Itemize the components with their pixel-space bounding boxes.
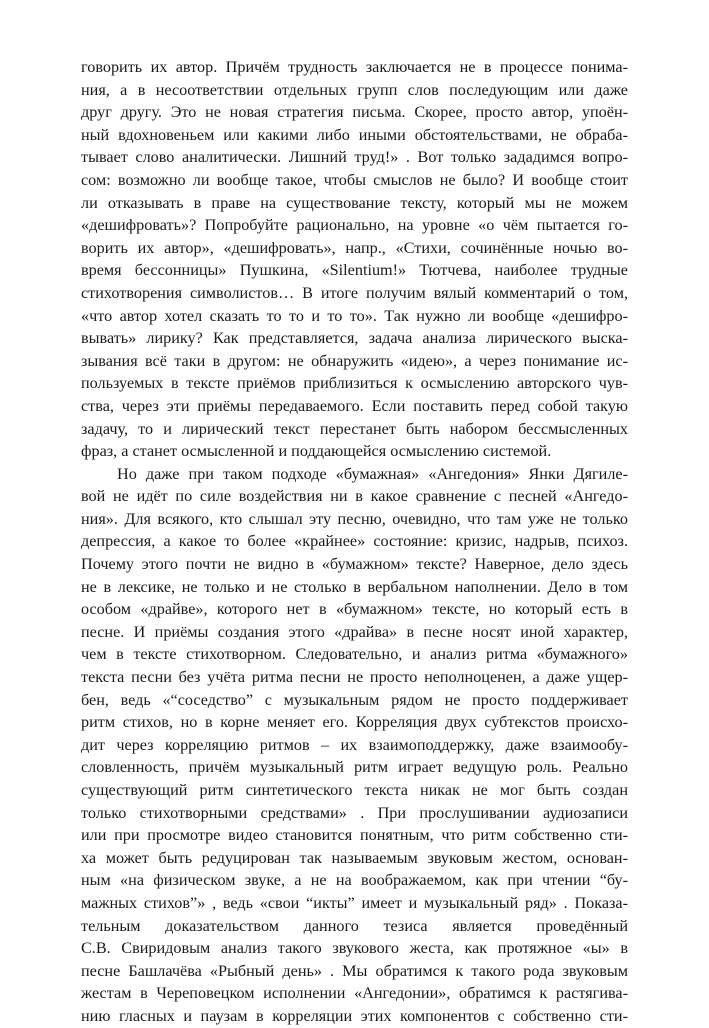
- text-line: тельным доказательством данного тезиса является проведённый: [81, 916, 628, 935]
- text-line: тывает слово аналитически. Лишний труд!» . Вот только зададимся вопро-: [81, 148, 628, 167]
- text-line: не в лексике, не только и не столько в вербальном наполнении. Дело в том: [81, 577, 628, 596]
- text-line: ли отказывать в праве на существование тексту, который мы не можем: [81, 193, 628, 212]
- text-line: чем в тексте стихотворном. Следовательно, и анализ ритма «бумажного»: [81, 645, 628, 664]
- text-line: бен, ведь «“соседство” с музыкальным рядом не просто поддерживает: [81, 690, 628, 709]
- text-line: ритм стихов, но в корне меняет его. Корреляция двух субтекстов происхо-: [81, 713, 628, 732]
- text-line: фраз, а станет осмысленной и поддающейся осмыслению системой.: [81, 442, 552, 461]
- text-line: словленность, причём музыкальный ритм играет ведущую роль. Реально: [81, 758, 628, 777]
- text-line: существующий ритм синтетического текста никак не мог быть создан: [81, 781, 628, 799]
- text-line: песне. И приёмы создания этого «драйва» в песне носят иной характер,: [81, 622, 628, 641]
- document-page: [81, 56, 628, 1028]
- text-line: ния, а в несоответствии отдельных групп слов последующим или даже: [81, 80, 628, 99]
- text-line: «дешифровать»? Попробуйте рационально, на уровне «о чём пытается го-: [81, 216, 628, 235]
- text-line: пользуемых в тексте приёмов приблизиться к осмыслению авторского чув-: [81, 374, 628, 393]
- text-line: говорить их автор. Причём трудность заключается не в процессе понима-: [81, 58, 628, 76]
- paragraph-first-line: Но даже при таком подходе «бумажная» «Ангедония» Янки Дягиле-: [117, 464, 628, 483]
- text-line: «что автор хотел сказать то то и то то». Так нужно ли вообще «дешифро-: [81, 306, 628, 325]
- text-line: вывать» лирику? Как представляется, задача анализа лирического выска-: [81, 329, 628, 348]
- text-line: ства, через эти приёмы передаваемого. Если поставить перед собой такую: [81, 396, 628, 415]
- text-line: задачу, то и лирический текст перестанет быть набором бессмысленных: [81, 419, 628, 438]
- text-line: С.В. Свиридовым анализ такого звукового жеста, как протяжное «ы» в: [81, 939, 628, 958]
- text-line: особом «драйве», которого нет в «бумажном» тексте, но который есть в: [81, 600, 628, 619]
- text-line: дит через корреляцию ритмов – их взаимоподдержку, даже взаимообу-: [81, 735, 628, 754]
- text-line: жестам в Череповецком исполнении «Ангедонии», обратимся к растягива-: [81, 984, 628, 1003]
- text-line: песне Башлачёва «Рыбный день» . Мы обратимся к такого рода звуковым: [81, 961, 628, 980]
- text-line: сом: возможно ли вообще такое, чтобы смыслов не было? И вообще стоит: [81, 170, 628, 189]
- text-line: ха может быть редуцирован так называемым звуковым жестом, основан-: [81, 848, 628, 867]
- text-line: стихотворения символистов… В итоге получим вялый комментарий о том,: [81, 283, 628, 302]
- text-line: ворить их автор», «дешифровать», напр., «Стихи, сочинённые ночью во-: [81, 238, 628, 257]
- text-line: Почему этого почти не видно в «бумажном» тексте? Наверное, дело здесь: [81, 555, 628, 574]
- text-line: мажных стихов”» , ведь «свои “икты” имеет и музыкальный ряд» . Показа-: [81, 893, 628, 912]
- text-line: ным «на физическом звуке, а не на воображаемом, как при чтении “бу-: [81, 871, 628, 890]
- text-line: время бессонницы» Пушкина, «Silentium!» Тютчева, наиболее трудные: [81, 261, 628, 280]
- text-line: только стихотворными средствами» . При прослушивании аудиозаписи: [81, 803, 628, 822]
- text-line: ния». Для всякого, кто слышал эту песню, очевидно, что там уже не только: [81, 509, 628, 528]
- text-line: текста песни без учёта ритма песни не просто неполноценен, а даже ущер-: [81, 668, 628, 687]
- text-line: депрессия, а какое то более «крайнее» состояние: кризис, надрыв, психоз.: [81, 532, 628, 551]
- text-line: друг другу. Это не новая стратегия письма. Скорее, просто автор, упоён-: [81, 103, 628, 122]
- text-line: или при просмотре видео становится понятным, что ритм собственно сти-: [81, 826, 628, 845]
- text-line: вой не идёт по силе воздействия ни в какое сравнение с песней «Ангедо-: [81, 487, 628, 506]
- text-line: нию гласных и паузам в корреляции этих компонентов с собственно сти-: [81, 1006, 628, 1025]
- text-line: ный вдохновеньем или какими либо иными обстоятельствами, не обраба-: [81, 125, 628, 144]
- text-line: зывания всё таки в другом: не обнаружить «идею», а через понимание ис-: [81, 351, 628, 370]
